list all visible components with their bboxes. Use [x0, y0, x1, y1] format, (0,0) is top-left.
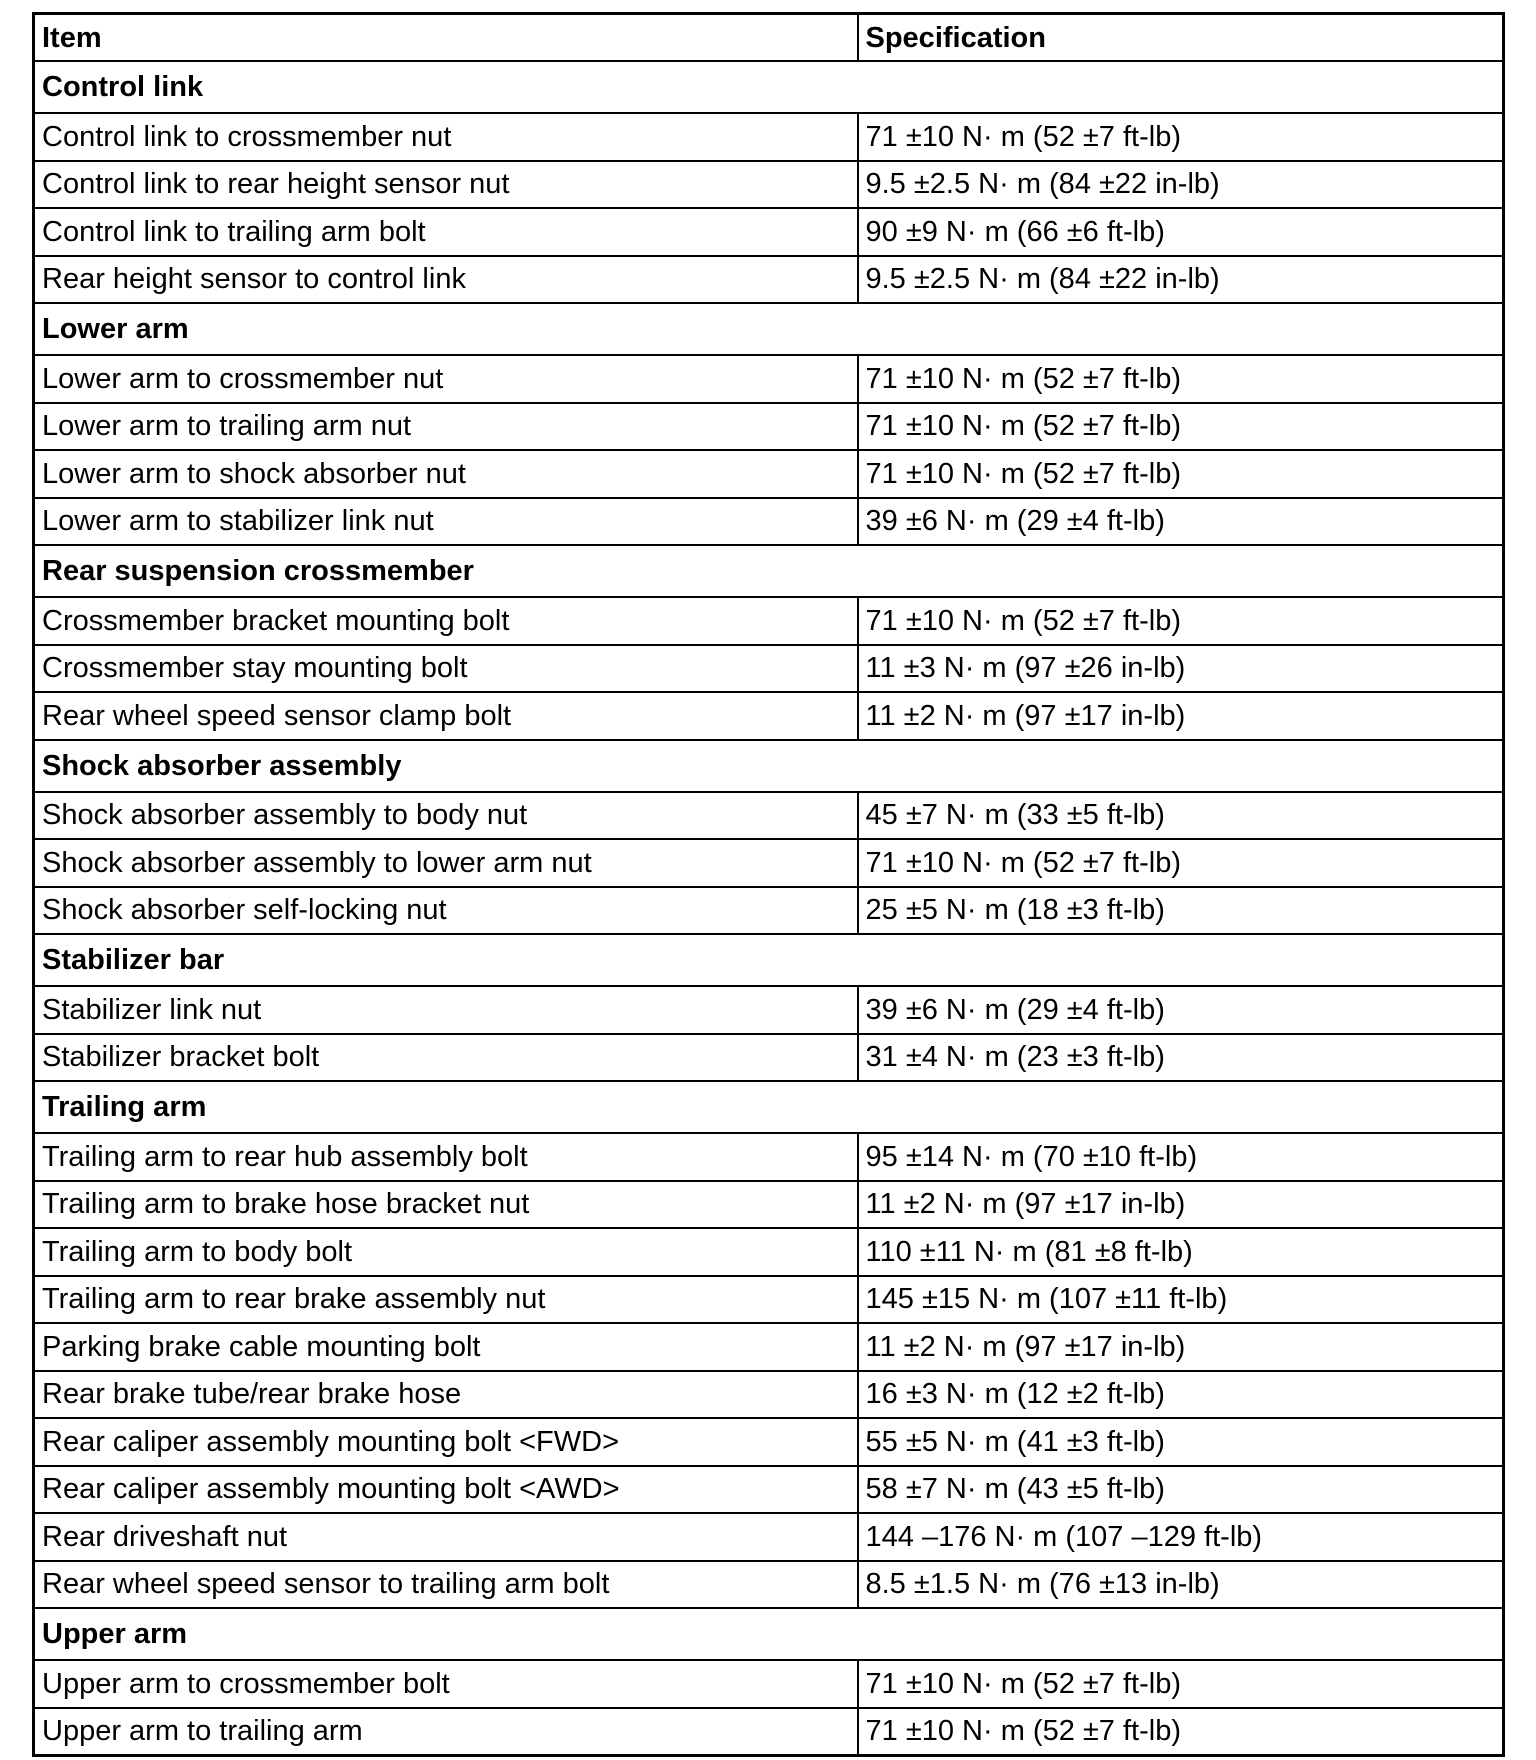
specification-cell: 39 ±6 N· m (29 ±4 ft-lb) — [858, 498, 1504, 546]
table-row — [34, 839, 1504, 887]
section-title: Lower arm — [34, 303, 1504, 355]
item-cell: Rear wheel speed sensor to trailing arm bolt — [34, 1561, 858, 1609]
item-cell: Crossmember bracket mounting bolt — [34, 597, 858, 645]
item-cell: Stabilizer link nut — [34, 986, 858, 1034]
item-cell: Lower arm to trailing arm nut — [34, 403, 858, 451]
specification-cell: 9.5 ±2.5 N· m (84 ±22 in-lb) — [858, 256, 1504, 304]
specification-cell: 25 ±5 N· m (18 ±3 ft-lb) — [858, 887, 1504, 935]
section-header-row — [34, 1081, 1504, 1133]
specification-cell: 71 ±10 N· m (52 ±7 ft-lb) — [858, 1708, 1504, 1756]
item-cell: Shock absorber self-locking nut — [34, 887, 858, 935]
header-row — [34, 14, 1504, 62]
specification-cell: 11 ±2 N· m (97 ±17 in-lb) — [858, 692, 1504, 740]
specification-cell: 71 ±10 N· m (52 ±7 ft-lb) — [858, 839, 1504, 887]
section-header-row — [34, 740, 1504, 792]
table-row — [34, 986, 1504, 1034]
item-cell: Control link to trailing arm bolt — [34, 208, 858, 256]
item-cell: Control link to crossmember nut — [34, 113, 858, 161]
item-cell: Control link to rear height sensor nut — [34, 161, 858, 209]
specification-cell: 55 ±5 N· m (41 ±3 ft-lb) — [858, 1418, 1504, 1466]
table-row — [34, 1276, 1504, 1324]
item-cell: Trailing arm to body bolt — [34, 1228, 858, 1276]
section-title: Trailing arm — [34, 1081, 1504, 1133]
specification-cell: 11 ±2 N· m (97 ±17 in-lb) — [858, 1323, 1504, 1371]
item-cell: Crossmember stay mounting bolt — [34, 645, 858, 693]
specification-cell: 71 ±10 N· m (52 ±7 ft-lb) — [858, 355, 1504, 403]
item-cell: Upper arm to trailing arm — [34, 1708, 858, 1756]
section-title: Control link — [34, 61, 1504, 113]
table-row — [34, 597, 1504, 645]
table-row — [34, 1513, 1504, 1561]
specification-column-header: Specification — [858, 14, 1504, 62]
specification-cell: 145 ±15 N· m (107 ±11 ft-lb) — [858, 1276, 1504, 1324]
table-row — [34, 1660, 1504, 1708]
specification-cell: 71 ±10 N· m (52 ±7 ft-lb) — [858, 1660, 1504, 1708]
table-body — [34, 61, 1504, 1755]
specification-cell: 90 ±9 N· m (66 ±6 ft-lb) — [858, 208, 1504, 256]
section-header-row — [34, 303, 1504, 355]
table-row — [34, 1466, 1504, 1514]
table-row — [34, 1181, 1504, 1229]
item-cell: Lower arm to shock absorber nut — [34, 450, 858, 498]
specification-cell: 71 ±10 N· m (52 ±7 ft-lb) — [858, 597, 1504, 645]
table-row — [34, 1323, 1504, 1371]
item-cell: Upper arm to crossmember bolt — [34, 1660, 858, 1708]
item-cell: Parking brake cable mounting bolt — [34, 1323, 858, 1371]
section-title: Rear suspension crossmember — [34, 545, 1504, 597]
table-row — [34, 792, 1504, 840]
item-cell: Trailing arm to rear brake assembly nut — [34, 1276, 858, 1324]
item-cell: Stabilizer bracket bolt — [34, 1034, 858, 1082]
item-cell: Trailing arm to brake hose bracket nut — [34, 1181, 858, 1229]
table-row — [34, 498, 1504, 546]
table-row — [34, 450, 1504, 498]
table-row — [34, 256, 1504, 304]
specification-cell: 144 –176 N· m (107 –129 ft-lb) — [858, 1513, 1504, 1561]
specification-cell: 39 ±6 N· m (29 ±4 ft-lb) — [858, 986, 1504, 1034]
specification-cell: 71 ±10 N· m (52 ±7 ft-lb) — [858, 450, 1504, 498]
item-cell: Shock absorber assembly to lower arm nut — [34, 839, 858, 887]
table-row — [34, 1561, 1504, 1609]
table-row — [34, 1228, 1504, 1276]
item-cell: Lower arm to stabilizer link nut — [34, 498, 858, 546]
item-cell: Lower arm to crossmember nut — [34, 355, 858, 403]
section-header-row — [34, 1608, 1504, 1660]
item-cell: Rear driveshaft nut — [34, 1513, 858, 1561]
section-header-row — [34, 61, 1504, 113]
table-row — [34, 161, 1504, 209]
specification-cell: 31 ±4 N· m (23 ±3 ft-lb) — [858, 1034, 1504, 1082]
item-cell: Shock absorber assembly to body nut — [34, 792, 858, 840]
torque-spec-table — [32, 12, 1505, 1757]
specification-cell: 11 ±3 N· m (97 ±26 in-lb) — [858, 645, 1504, 693]
table-row — [34, 403, 1504, 451]
item-column-header: Item — [34, 14, 858, 62]
table-header — [34, 14, 1504, 62]
item-cell: Rear caliper assembly mounting bolt <AWD> — [34, 1466, 858, 1514]
table-row — [34, 1133, 1504, 1181]
item-cell: Rear caliper assembly mounting bolt <FWD> — [34, 1418, 858, 1466]
specification-cell: 9.5 ±2.5 N· m (84 ±22 in-lb) — [858, 161, 1504, 209]
specification-cell: 110 ±11 N· m (81 ±8 ft-lb) — [858, 1228, 1504, 1276]
item-cell: Trailing arm to rear hub assembly bolt — [34, 1133, 858, 1181]
table-row — [34, 887, 1504, 935]
item-cell: Rear brake tube/rear brake hose — [34, 1371, 858, 1419]
table-row — [34, 355, 1504, 403]
table-row — [34, 1418, 1504, 1466]
item-cell: Rear wheel speed sensor clamp bolt — [34, 692, 858, 740]
table-row — [34, 208, 1504, 256]
section-title: Stabilizer bar — [34, 934, 1504, 986]
specification-cell: 8.5 ±1.5 N· m (76 ±13 in-lb) — [858, 1561, 1504, 1609]
specification-cell: 58 ±7 N· m (43 ±5 ft-lb) — [858, 1466, 1504, 1514]
section-header-row — [34, 934, 1504, 986]
section-title: Upper arm — [34, 1608, 1504, 1660]
specification-cell: 45 ±7 N· m (33 ±5 ft-lb) — [858, 792, 1504, 840]
table-row — [34, 1371, 1504, 1419]
specification-cell: 71 ±10 N· m (52 ±7 ft-lb) — [858, 113, 1504, 161]
specification-cell: 16 ±3 N· m (12 ±2 ft-lb) — [858, 1371, 1504, 1419]
table-row — [34, 1034, 1504, 1082]
table-row — [34, 1708, 1504, 1756]
specification-cell: 95 ±14 N· m (70 ±10 ft-lb) — [858, 1133, 1504, 1181]
table-row — [34, 113, 1504, 161]
section-title: Shock absorber assembly — [34, 740, 1504, 792]
table-row — [34, 692, 1504, 740]
section-header-row — [34, 545, 1504, 597]
table-row — [34, 645, 1504, 693]
specification-cell: 71 ±10 N· m (52 ±7 ft-lb) — [858, 403, 1504, 451]
item-cell: Rear height sensor to control link — [34, 256, 858, 304]
specification-cell: 11 ±2 N· m (97 ±17 in-lb) — [858, 1181, 1504, 1229]
